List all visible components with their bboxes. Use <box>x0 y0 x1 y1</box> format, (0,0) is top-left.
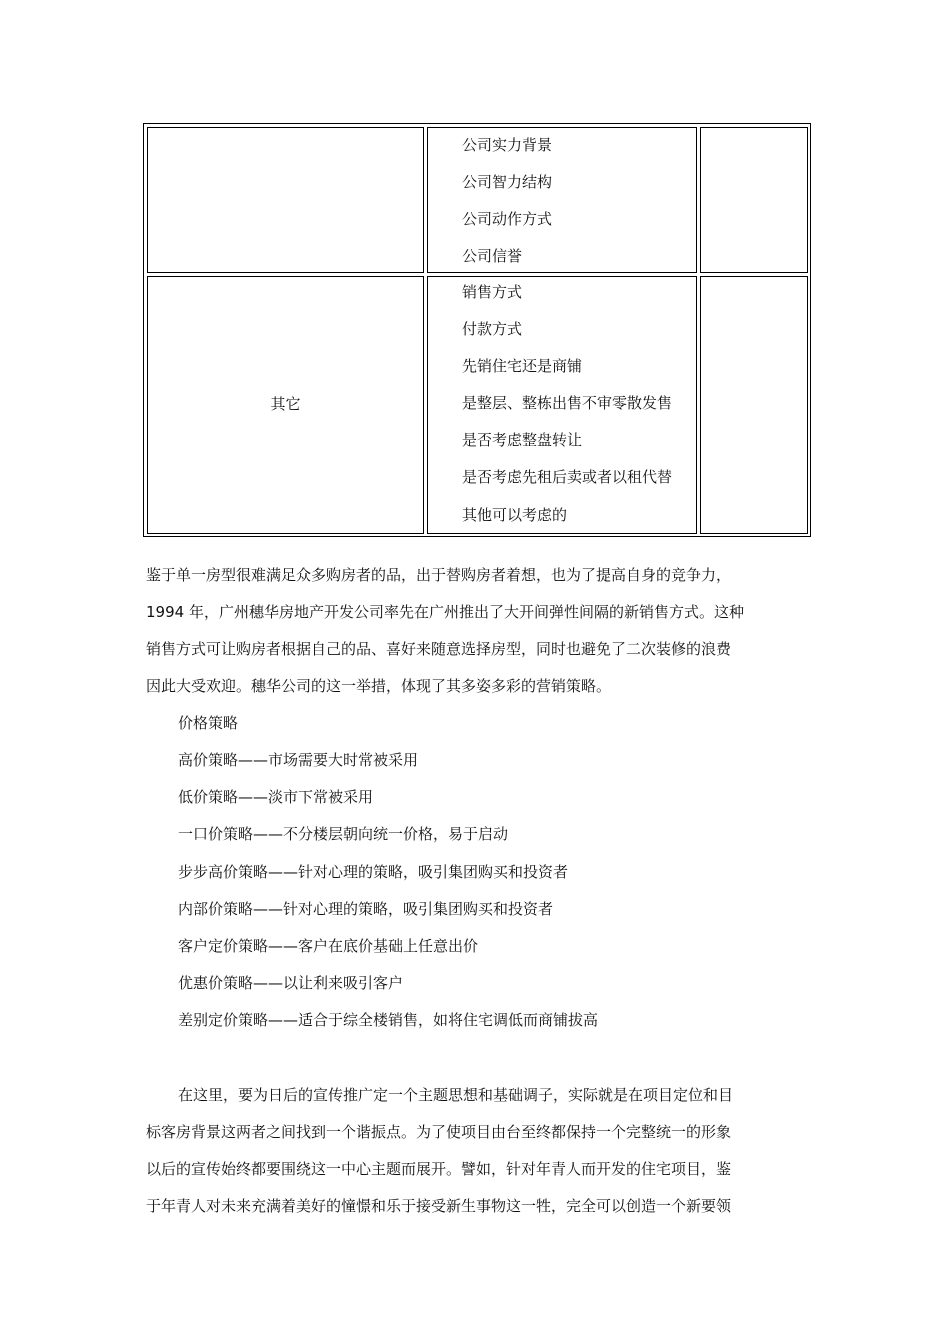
paragraph-line: 1994 年，广州穗华房地产开发公司率先在广州推出了大开间弹性间隔的新销售方式。这种 <box>146 603 744 621</box>
table-item: 是否考虑整盘转让 <box>462 431 583 449</box>
table-item: 先销住宅还是商铺 <box>462 357 583 375</box>
strategy-item: 高价策略——市场需要大时常被采用 <box>178 751 419 769</box>
row-label: 其它 <box>270 395 301 413</box>
paragraph-line: 标客房背景这两者之间找到一个谐振点。为了使项目由台至终都保持一个完整统一的形象 <box>146 1123 732 1141</box>
table-cell-items <box>427 276 697 534</box>
strategy-item: 内部价策略——针对心理的策略，吸引集团购买和投资者 <box>178 900 554 918</box>
table-cell-items <box>427 127 697 273</box>
strategy-item: 优惠价策略——以让利来吸引客户 <box>178 974 404 992</box>
table-item: 其他可以考虑的 <box>462 506 568 524</box>
paragraph-line: 销售方式可让购房者根据自己的品、喜好来随意选择房型，同时也避免了二次装修的浪费 <box>146 640 732 658</box>
table-item: 公司信誉 <box>462 247 523 265</box>
table-item: 付款方式 <box>462 320 523 338</box>
table-cell-label <box>147 276 424 534</box>
paragraph-line: 以后的宣传始终都要围绕这一中心主题而展开。譬如，针对年青人而开发的住宅项目，鉴 <box>146 1160 732 1178</box>
strategy-item: 低价策略——淡市下常被采用 <box>178 788 374 806</box>
paragraph-line: 在这里，要为日后的宣传推广定一个主题思想和基础调子，实际就是在项目定位和目 <box>178 1086 734 1104</box>
strategy-item: 步步高价策略——针对心理的策略，吸引集团购买和投资者 <box>178 863 569 881</box>
table-item: 公司动作方式 <box>462 210 553 228</box>
strategy-item: 客户定价策略——客户在底价基础上任意出价 <box>178 937 479 955</box>
paragraph-line: 于年青人对未来充满着美好的憧憬和乐于接受新生事物这一牲，完全可以创造一个新要领 <box>146 1197 732 1215</box>
paragraph-line: 鉴于单一房型很难满足众多购房者的品，出于替购房者着想，也为了提高自身的竞争力， <box>146 566 732 584</box>
table-cell-label <box>147 127 424 273</box>
table-cell-empty <box>700 127 808 273</box>
table-cell-empty <box>700 276 808 534</box>
table-item: 是否考虑先租后卖或者以租代替 <box>462 468 673 486</box>
table-item: 是整层、整栋出售不审零散发售 <box>462 394 673 412</box>
table-item: 公司智力结构 <box>462 173 553 191</box>
paragraph-line: 因此大受欢迎。穗华公司的这一举措，体现了其多姿多彩的营销策略。 <box>146 677 612 695</box>
strategy-heading: 价格策略 <box>178 714 239 732</box>
strategy-item: 一口价策略——不分楼层朝向统一价格，易于启动 <box>178 825 509 843</box>
table-item: 销售方式 <box>462 283 523 301</box>
strategy-item: 差别定价策略——适合于综全楼销售，如将住宅调低而商铺拔高 <box>178 1011 599 1029</box>
strategy-table <box>143 123 811 537</box>
table-item: 公司实力背景 <box>462 136 553 154</box>
